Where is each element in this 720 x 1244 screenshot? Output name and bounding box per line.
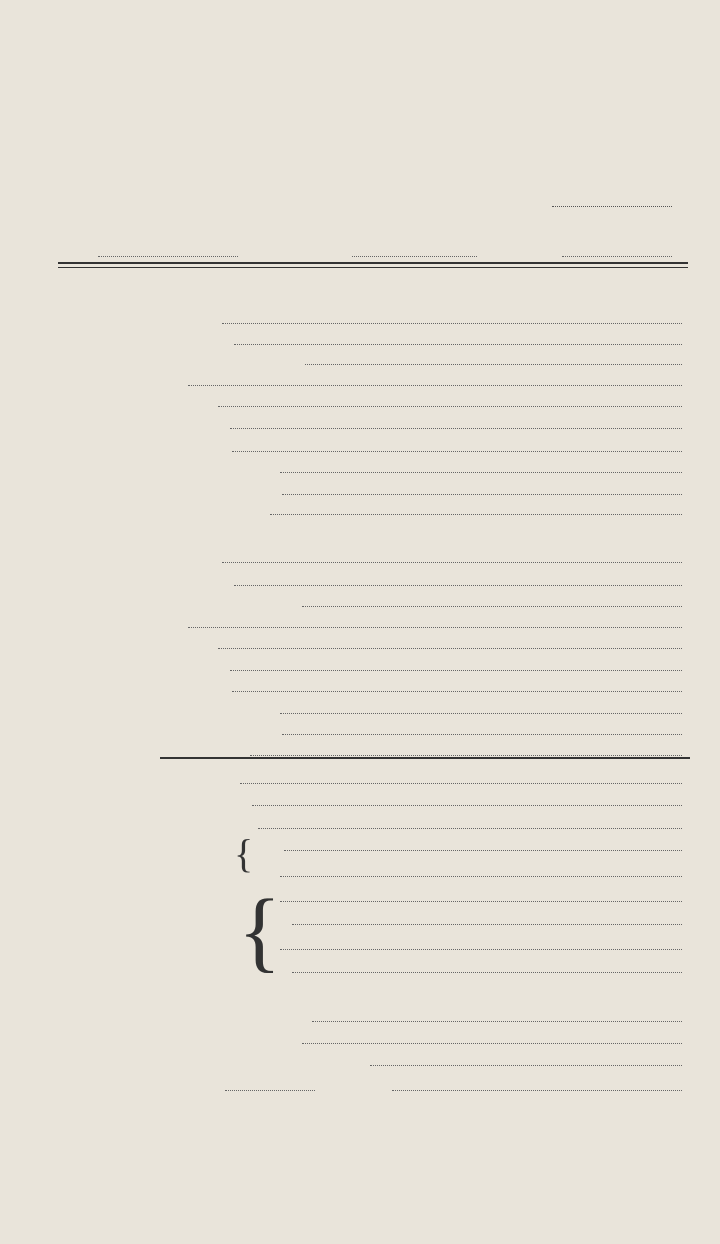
bride-rule (160, 757, 690, 759)
clergy-address-line (302, 1043, 682, 1044)
when-married-line (240, 783, 682, 784)
municipality-line (562, 256, 672, 257)
groom-mother-line (282, 494, 682, 495)
header-rule-2 (58, 267, 688, 268)
groom-status-line (305, 364, 682, 365)
groom-father-birthplace-line (280, 472, 682, 473)
bride-status-line (302, 606, 682, 607)
place-of-marriage-line (252, 805, 682, 806)
groom-residence-line (218, 406, 682, 407)
registered-bottom-line (225, 1090, 315, 1091)
bride-sig-line (280, 876, 682, 877)
witness-brace: { (238, 882, 282, 981)
bride-read-line (250, 755, 682, 756)
bride-father-birthplace-line (280, 713, 682, 714)
groom-read-line (270, 514, 682, 515)
bride-occupation-line (234, 585, 682, 586)
licence-banns-line (258, 828, 682, 829)
bride-age-line (188, 627, 682, 628)
signature-brace: { (234, 831, 254, 876)
groom-birthplace-line (230, 428, 682, 429)
witness1-name-line (280, 901, 682, 902)
bride-residence-line (218, 648, 682, 649)
groom-name-line (222, 323, 682, 324)
witness2-address-line (292, 972, 682, 973)
bride-birthplace-line (230, 670, 682, 671)
groom-sig-line (284, 850, 682, 851)
groom-age-line (188, 385, 682, 386)
town-line (352, 256, 477, 257)
groom-occupation-line (234, 344, 682, 345)
registered-no-line (552, 206, 672, 207)
bride-father-line (232, 691, 682, 692)
bride-mother-line (282, 734, 682, 735)
witness1-address-line (292, 924, 682, 925)
groom-father-line (232, 451, 682, 452)
county-line (98, 256, 238, 257)
clergyman-line (312, 1021, 682, 1022)
filed-line (392, 1090, 682, 1091)
header-rule (58, 262, 688, 264)
clergy-religion-line (370, 1065, 682, 1066)
witness2-name-line (280, 949, 682, 950)
bride-name-line (222, 562, 682, 563)
